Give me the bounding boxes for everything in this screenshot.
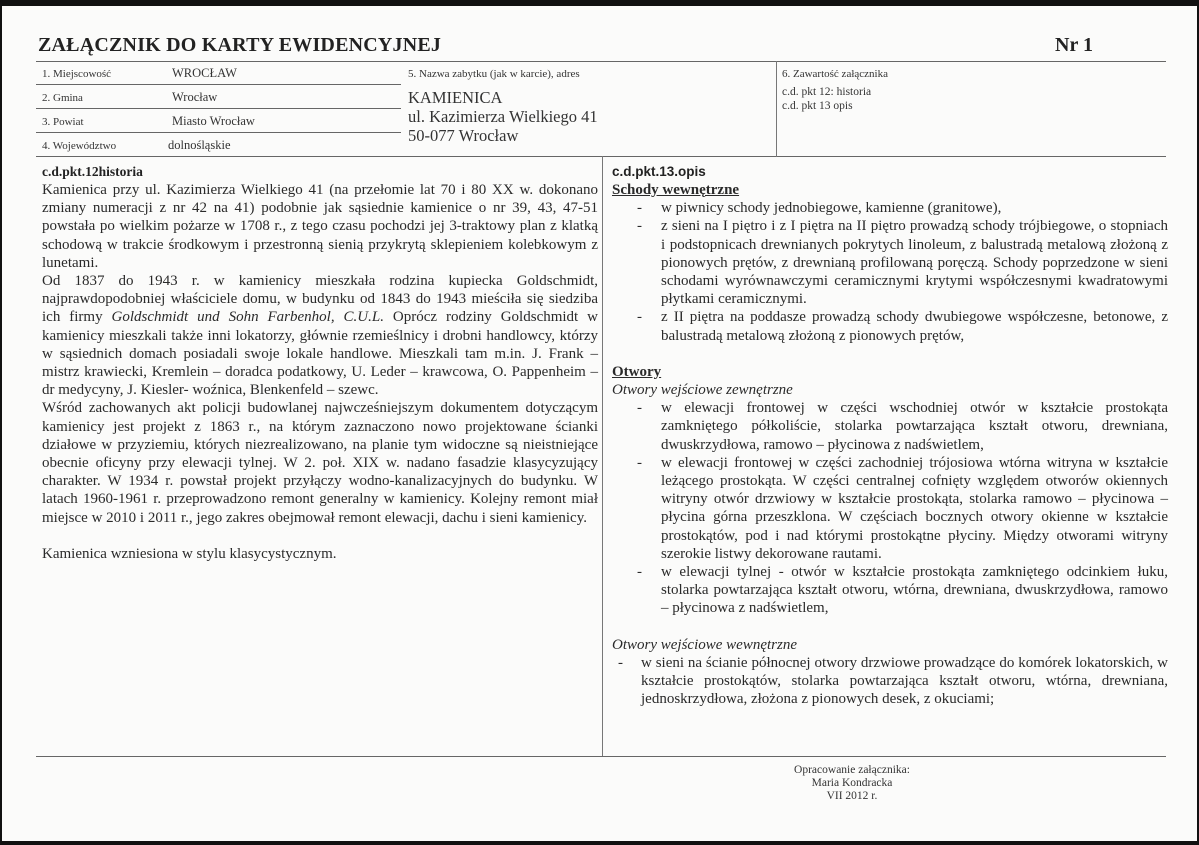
field-value-county: Miasto Wrocław [172, 114, 255, 128]
contents-item-history: c.d. pkt 12: historia [782, 86, 872, 98]
header-bottom-rule [36, 156, 1166, 157]
list-item: - w elewacji tylnej - otwór w kształcie prostokąta zamkniętego odcinkiem łuku, stolarka powtarzająca kształt otworu, wtórna, drewniana, dwuskrzydłowa, ramowo – płycinowa z nadświetlem, [637, 564, 1168, 617]
external-openings-title: Otwory wejściowe zewnętrzne [612, 382, 793, 399]
monument-name: KAMIENICA [408, 88, 503, 107]
prepared-by [772, 764, 932, 803]
prepared-date: VII 2012 r. [826, 790, 878, 802]
stairs-section-title: Schody wewnętrzne [612, 182, 740, 198]
stairs-list [612, 199, 1168, 345]
list-item: - w elewacji frontowej w części zachodniej trójosiowa wtórna witryna w kształcie leżącego prostokąta. W części centralnej cofnięty względem otworów okiennych witryny otwór drzwiowy w kształcie prostokąta, stolarka ramowo – płycinowa – płycina górna przeszklona. W częściach bocznych otwory okienne w kształcie prostokątów, pod i nad którymi prostokątne płyciny. Między otworami witryny szerokie listwy dekorowane rautami. [637, 454, 1168, 562]
openings-section-title: Otwory [612, 363, 662, 380]
document-title: ZAŁĄCZNIK DO KARTY EWIDENCYJNEJ [38, 34, 442, 56]
field-label-county: 3. Powiat [42, 116, 84, 128]
monument-address-line1: ul. Kazimierza Wielkiego 41 [408, 107, 598, 126]
history-paragraph-2: Od 1837 do 1943 r. w kamienicy mieszkała rodzina kupiecka Goldschmidt, najprawdopodobniej właściciele domu, w budynku od 1843 do 1943 mieściła się siedziba ich firmy Goldschmidt und Sohn Farbenhol, C.U.L. Oprócz rodziny Goldschmidt w kamienicy mieszkali także inni lokatorzy, głównie rzemieślnicy i drobni handlowcy, którzy w sąsiednich domach posiadali swoje lokale handlowe. Mieszkali tam m.in. J. Frank – mistrz krawiecki, Kremlein – doradca podatkowy, U. Leder – krawcowa, O. Pappenheim – dr medycyny, J. Kiesler- woźnica, Blenkenfeld – szewc. [42, 273, 598, 399]
header-divider [776, 61, 777, 157]
author-name: Maria Kondracka [811, 777, 893, 789]
monument-label: 5. Nazwa zabytku (jak w karcie), adres [408, 68, 580, 80]
header-row-rule-1 [36, 84, 401, 85]
header-top-rule [36, 61, 1166, 62]
monument-address-line2: 50-077 Wrocław [408, 126, 519, 145]
description-text [612, 181, 1168, 708]
history-heading: c.d.pkt.12historia [42, 164, 143, 179]
external-openings-list [612, 399, 1168, 617]
internal-openings-title: Otwory wejściowe wewnętrzne [612, 636, 797, 653]
history-paragraph-3: Wśród zachowanych akt policji budowlanej najwcześniejszym dokumentem dotyczącym kamienicy jest projekt z 1863 r., na którym zaznaczono nowo projektowane ścianki działowe w przyziemiu, których niezrealizowano, na planie tym widoczne są nieistniejące obecnie oficyny przy elewacji tylnej. W 2. poł. XIX w. nadano fasadzie klasycyzujący charakter. W 1934 r. powstał projekt przyłączy wodno-kanalizacyjnych do budynku. W latach 1960-1961 r. przeprowadzono remont generalny w kamienicy. Kolejny remont miał miejsce w 2010 i 2011 r., jego zakres obejmował remont elewacji, dachu i sieni kamienicy. [42, 400, 598, 526]
field-value-commune: Wrocław [172, 90, 218, 104]
field-label-voivodeship: 4. Województwo [42, 140, 117, 152]
description-heading: c.d.pkt.13.opis [612, 164, 706, 179]
internal-openings-list [612, 654, 1168, 709]
history-paragraph-4: Kamienica wzniesiona w stylu klasycystycznym. [42, 545, 337, 562]
list-item: - z II piętra na poddasze prowadzą schody dwubiegowe współczesne, betonowe, z balustradą metalową złożoną z pionowych prętów, [637, 309, 1168, 344]
list-item: - z sieni na I piętro i z I piętra na II piętro prowadzą schody trójbiegowe, o stopniach i podstopnicach drewnianych pokrytych linoleum, z balustradą metalową złożoną z pionowych prętów, z drewnianą profilowaną poręczą. Schody poprzedzone w sieni schodami wyrównawczymi ceramicznymi krytymi współczesnymi kwadratowymi płytkami ceramicznymi. [637, 218, 1168, 308]
history-text [42, 181, 598, 563]
document-number: Nr 1 [1055, 34, 1093, 56]
header-row-rule-2 [36, 108, 401, 109]
document-page [2, 6, 1197, 841]
company-name: Goldschmidt und Sohn Farbenhol, C.U.L. [111, 309, 384, 326]
field-value-voivodeship: dolnośląskie [168, 138, 231, 152]
list-item: - w sieni na ścianie północnej otwory drzwiowe prowadzące do komórek lokatorskich, w kształcie prostokątów, stolarka powtarzająca kształt otworu, wtórna, drewniana, jednoskrzydłowa, złożona z pionowych desek, z okuciami; [618, 654, 1168, 708]
list-item: - w piwnicy schody jednobiegowe, kamienne (granitowe), [637, 200, 1002, 217]
field-label-commune: 2. Gmina [42, 92, 83, 104]
body-bottom-rule [36, 756, 1166, 757]
contents-label: 6. Zawartość załącznika [782, 68, 888, 80]
column-divider [602, 156, 603, 756]
header-row-rule-3 [36, 132, 401, 133]
field-value-locality: WROCŁAW [172, 66, 237, 80]
list-item: - w elewacji frontowej w części wschodniej otwór w kształcie prostokąta zamkniętego półkoliście, stolarka powtarzająca kształt otworu, drewniana, dwuskrzydłowa, ramowo – płycinowa z nadświetlem, [637, 400, 1168, 453]
prepared-by-label: Opracowanie załącznika: [794, 764, 910, 776]
history-paragraph-1: Kamienica przy ul. Kazimierza Wielkiego 41 (na przełomie lat 70 i 80 XX w. dokonano zmiany numeracji z nr 42 na 41) podobnie jak sąsiednie kamienice o nr 39, 43, 47-51 powstała po wielkim pożarze w 1708 r., z tego czasu pochodzi jej 3-traktowy plan z klatką schodową w trakcie środkowym i przestronną sienią przykrytą sklepieniem kolebkowym z lunetami. [42, 182, 598, 271]
contents-item-description: c.d. pkt 13 opis [782, 100, 853, 112]
field-label-locality: 1. Miejscowość [42, 68, 112, 80]
